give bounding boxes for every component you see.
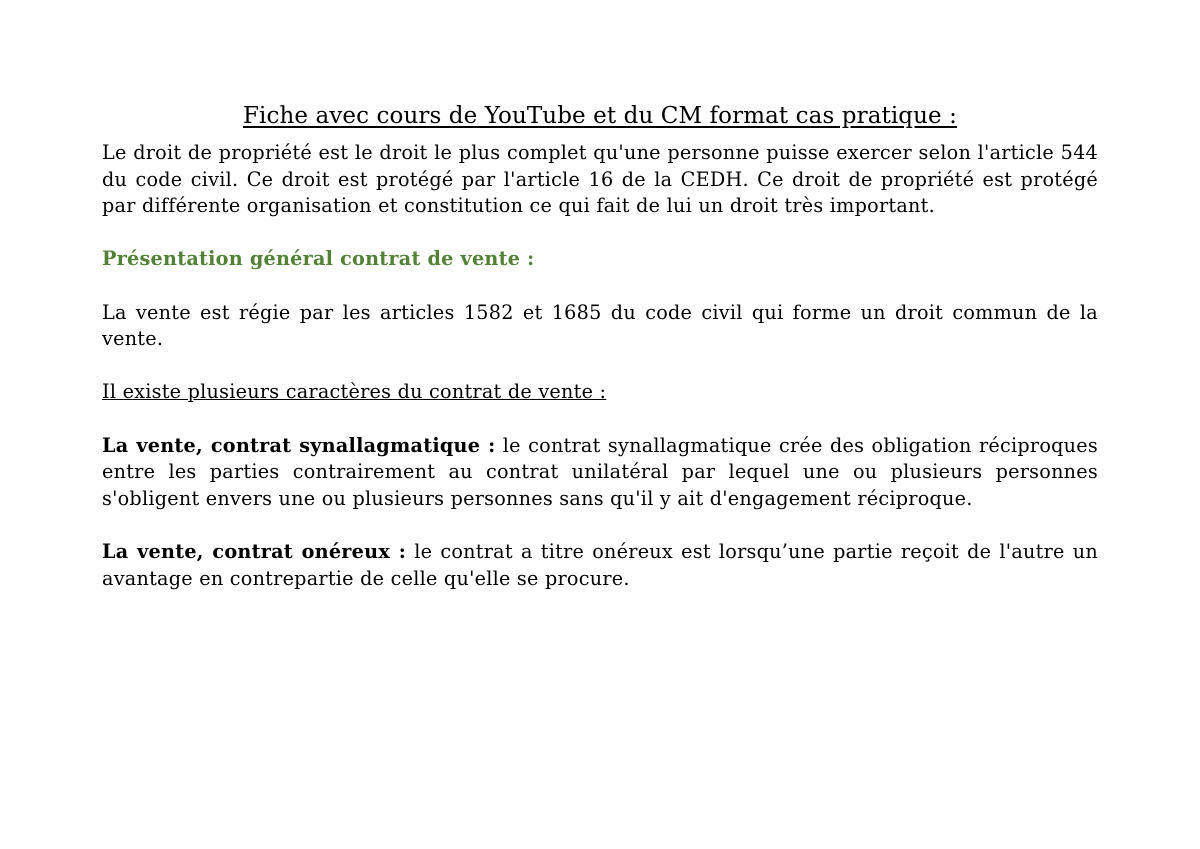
synallagmatique-paragraph [102, 433, 1098, 513]
spacer [102, 512, 1098, 539]
onereux-lead: La vente, contrat onéreux : [102, 539, 407, 563]
onereux-text: le contrat a titre onéreux est lorsqu’une partie reçoit de l'autre un avantage en contrepartie de celle qu'elle se procure. [102, 539, 1098, 590]
document-title: Fiche avec cours de YouTube et du CM format cas pratique : [242, 103, 958, 129]
vente-paragraph: La vente est régie par les articles 1582 et 1685 du code civil qui forme un droit commun de la vente. [102, 300, 1098, 351]
spacer [102, 406, 1098, 433]
spacer [102, 220, 1098, 247]
synallagmatique-lead: La vente, contrat synallagmatique : [102, 433, 496, 457]
onereux-paragraph [102, 539, 1098, 592]
section-heading: Présentation général contrat de vente : [102, 247, 535, 271]
spacer [102, 353, 1098, 380]
synallagmatique-text: le contrat synallagmatique crée des obligation réciproques entre les parties contrairement au contrat unilatéral par lequel une ou plusieurs personnes s'obligent envers une ou plusieurs personnes sans qu'il y ait d'engagement réciproque. [102, 433, 1098, 510]
caracteres-heading: Il existe plusieurs caractères du contrat de vente : [102, 380, 607, 404]
spacer [102, 273, 1098, 300]
intro-paragraph: Le droit de propriété est le droit le plus complet qu'une personne puisse exercer selon l'article 544 du code civil. Ce droit est protégé par l'article 16 de la CEDH. Ce droit de propriété est protégé par différente organisation et constitution ce qui fait de lui un droit très important. [102, 141, 1098, 218]
